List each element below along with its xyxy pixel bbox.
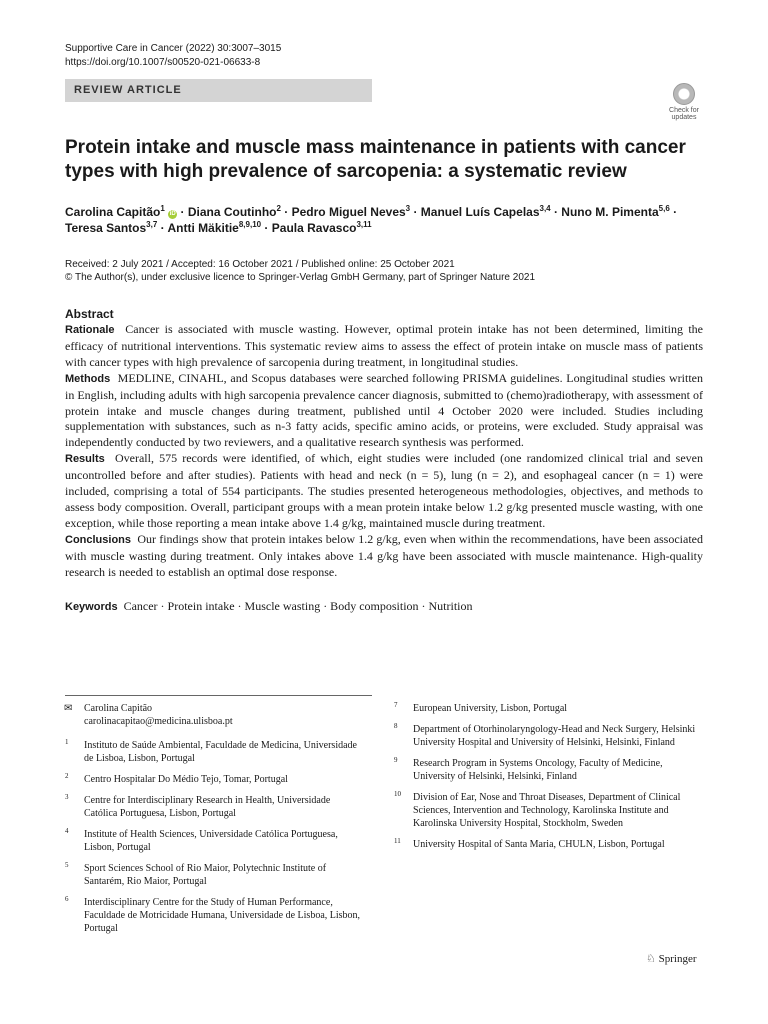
author-affiliation: 3,7: [146, 220, 158, 229]
affiliation-item: [65, 896, 365, 935]
journal-citation: Supportive Care in Cancer (2022) 30:3007–3015: [65, 43, 282, 54]
abstract-section-text: Cancer is associated with muscle wasting. However, optimal protein intake has not been determined, limiting the efficacy of nutritional interventions. This systematic review aims to assess the effect of protein intake on muscle mass of patients with cancer types with high prevalence of sarcopenia during treatment, in longitudinal studies.: [65, 322, 704, 369]
affiliation-number: 4: [65, 827, 69, 835]
affiliation-number: 7: [394, 701, 398, 709]
abstract-section-label: Results: [65, 453, 105, 466]
affiliation-item: [65, 773, 365, 786]
abstract-section-text: Overall, 575 records were identified, of which, eight studies were included (one randomized clinical trial and seven uncontrolled before and after studies). Patients with head and neck (n = 5), lung (n = 2), and esophageal cancer (n = 1) were included, comprising a total of 554 participants. The studies presented heterogeneous methodologies, objectives, and methods to assess body composition. Overall, participant groups with a mean protein intake below 1.2 g/kg presented muscle wasting, with one exception, while those reporting a mean intake above 1.4 g/kg, maintained muscle during treatment.: [65, 451, 703, 530]
abstract-section-label: Methods: [65, 372, 111, 385]
check-for-updates-icon: [673, 83, 695, 105]
abstract-body: [65, 322, 703, 581]
affiliations-right-column: [394, 702, 704, 851]
abstract-section-label: Rationale: [65, 324, 115, 336]
journal-header: [65, 42, 281, 70]
copyright-line: © The Author(s), under exclusive licence to Springer-Verlag GmbH Germany, part of Springer Nature 2021: [65, 272, 535, 283]
article-title: Protein intake and muscle mass maintenance in patients with cancer types with high prevalence of sarcopenia: a systematic review: [65, 137, 686, 182]
affiliation-item: [65, 828, 365, 854]
abstract-paragraph: [65, 451, 703, 532]
affiliation-item: [394, 757, 704, 783]
affiliation-text: Centro Hospitalar Do Médio Tejo, Tomar, Portugal: [84, 774, 288, 785]
author-name[interactable]: Diana Coutinho: [187, 205, 277, 219]
author-affiliation: 3,4: [539, 204, 551, 213]
affiliation-number: 10: [394, 790, 401, 798]
abstract-section-text: Our findings show that protein intakes below 1.2 g/kg, even when within the recommendations, have been associated with muscle wasting during treatment. Only intakes above 1.4 g/kg have been associated with muscle maintenance. High-quality research is needed to establish an optimal dose response.: [65, 531, 704, 579]
author-list: Carolina Capitão$^1$ iD · Diana Coutinho$^2$ · Pedro Miguel Neves$^3$ · Manuel Luís Capelas$^{3,4}$ · Nuno M. Pimenta$^{5,6}$ · Teresa Santos$^{3,7}$ · Antti Mäkitie$^{8,9,10}$ · Paula Ravasco$^{3,11}$: [65, 204, 678, 235]
affiliation-item: [394, 791, 704, 830]
affiliation-text: Centre for Interdisciplinary Research in Health, Universidade Católica Portuguesa, Lisbon, Portugal: [84, 795, 331, 819]
orcid-icon[interactable]: iD: [169, 211, 176, 217]
abstract-paragraph: [65, 532, 703, 581]
publisher-logo: [646, 952, 697, 965]
affiliation-item: [65, 794, 365, 820]
affiliation-text: European University, Lisbon, Portugal: [413, 703, 568, 714]
affiliation-text: Research Program in Systems Oncology, Faculty of Medicine, University of Helsinki, Helsinki, Finland: [413, 758, 663, 782]
author-name[interactable]: Manuel Luís Capelas: [420, 205, 540, 219]
author-name[interactable]: Pedro Miguel Neves: [291, 205, 406, 219]
affiliation-item: [394, 723, 704, 749]
affiliation-text: Institute of Health Sciences, Universidade Católica Portuguesa, Lisbon, Portugal: [84, 829, 338, 853]
correspondence-note: [65, 702, 365, 728]
springer-horse-icon: ♘: [646, 953, 656, 965]
affiliation-text: Instituto de Saúde Ambiental, Faculdade de Medicina, Universidade de Lisboa, Lisbon, Portugal: [84, 740, 357, 764]
author-affiliation: 2: [276, 204, 281, 213]
footnote-divider: [65, 695, 372, 696]
envelope-icon: ✉: [64, 703, 73, 714]
affiliation-number: 9: [394, 756, 398, 764]
affiliation-text: Division of Ear, Nose and Throat Diseases, Department of Clinical Sciences, Intervention and Technology, Karolinska Institute and Karolinska University Hospital, Stockholm, Sweden: [413, 792, 681, 829]
affiliation-number: 11: [394, 837, 401, 845]
author-name[interactable]: Antti Mäkitie: [167, 221, 239, 235]
check-updates-line1: Check for: [669, 107, 699, 114]
author-affiliation: 5,6: [658, 204, 670, 213]
affiliation-text: University Hospital of Santa Maria, CHULN, Lisbon, Portugal: [413, 839, 665, 850]
affiliation-number: 2: [65, 772, 69, 780]
abstract-heading: Abstract: [65, 307, 114, 321]
keywords-label: Keywords: [65, 601, 118, 613]
article-dates: [65, 258, 535, 284]
affiliation-number: 3: [65, 793, 69, 801]
received-accepted-date: Received: 2 July 2021 / Accepted: 16 October 2021: [65, 259, 293, 270]
affiliation-text: Interdisciplinary Centre for the Study of Human Performance, Faculdade de Motricidade Humana, Universidade de Lisboa, Lisbon, Portugal: [84, 897, 361, 934]
abstract-paragraph: [65, 371, 703, 452]
affiliation-number: 6: [65, 895, 69, 903]
author-affiliation: 1: [160, 204, 165, 213]
author-name[interactable]: Teresa Santos: [65, 221, 147, 235]
published-date: / Published online: 25 October 2021: [292, 259, 455, 270]
check-for-updates-button[interactable]: [667, 83, 701, 123]
author-affiliation: 3: [405, 204, 411, 213]
affiliation-item: [65, 739, 365, 765]
affiliation-item: [394, 838, 704, 851]
keywords-line: [65, 599, 473, 615]
publisher-name: Springer: [658, 953, 697, 965]
affiliation-number: 1: [65, 738, 69, 746]
affiliation-text: Sport Sciences School of Rio Maior, Polytechnic Institute of Santarém, Rio Maior, Portugal: [84, 863, 327, 887]
author-name[interactable]: Paula Ravasco: [271, 221, 357, 235]
correspondence-name: Carolina Capitão: [84, 703, 153, 714]
author-affiliation: 3,11: [356, 220, 372, 229]
affiliation-number: 5: [65, 861, 69, 869]
affiliation-item: [394, 702, 704, 715]
keywords-text: Cancer · Protein intake · Muscle wasting · Body composition · Nutrition: [123, 599, 473, 613]
correspondence-email[interactable]: carolinacapitao@medicina.ulisboa.pt: [84, 716, 233, 727]
abstract-section-label: Conclusions: [65, 533, 132, 546]
abstract-paragraph: [65, 322, 703, 371]
affiliation-number: 8: [394, 722, 398, 730]
doi-link[interactable]: https://doi.org/10.1007/s00520-021-06633-8: [65, 57, 261, 68]
author-name[interactable]: Nuno M. Pimenta: [561, 205, 659, 219]
check-updates-line2: updates: [671, 114, 697, 121]
affiliations-left-column: [65, 702, 365, 935]
affiliation-item: [65, 862, 365, 888]
article-type-banner: REVIEW ARTICLE: [65, 79, 372, 102]
author-affiliation: 8,9,10: [238, 220, 262, 229]
author-name[interactable]: Carolina Capitão: [65, 205, 161, 219]
abstract-section-text: MEDLINE, CINAHL, and Scopus databases were searched following PRISMA guidelines. Longitudinal studies written in English, including adults with high sarcopenia prevalence cancer diagnosis, submitted to (chemo)radiotherapy, with assessment of protein intake and muscle changes during treatment, published until 4 October 2020 were included. Studies including supplementation with substances, such as n-3 fatty acids, specific amino acids, or proteins, were excluded. Study appraisal was independently conducted by two reviewers, and a qualitative research synthesis was performed.: [65, 370, 704, 450]
affiliation-text: Department of Otorhinolaryngology-Head and Neck Surgery, Helsinki University Hospital and University of Helsinki, Helsinki, Finland: [413, 724, 696, 748]
